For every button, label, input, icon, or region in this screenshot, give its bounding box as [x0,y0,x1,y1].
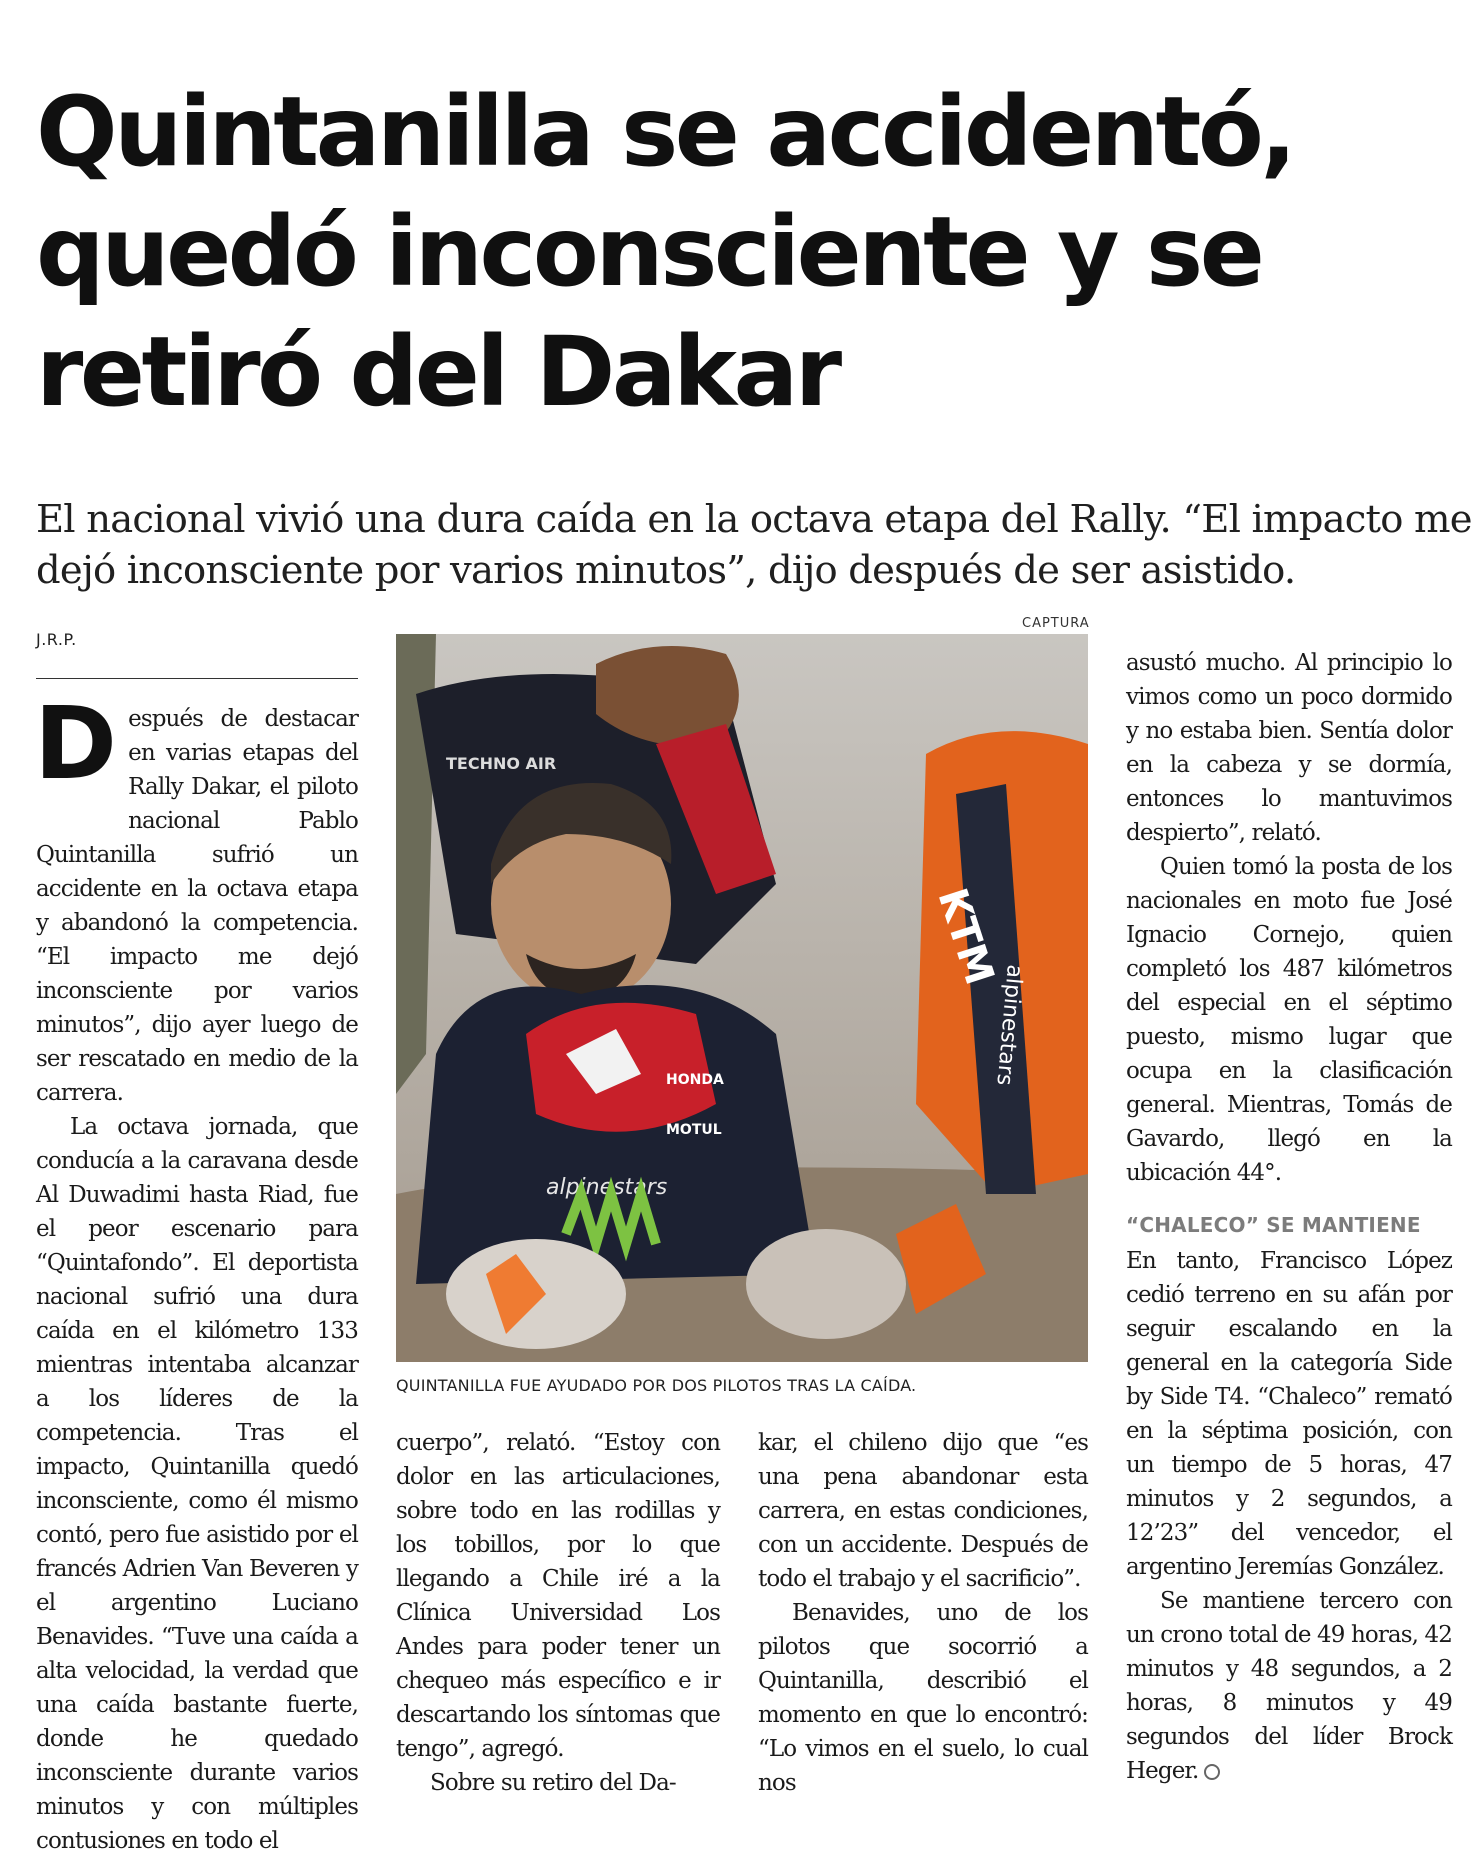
headline-line-2: quedó inconsciente y se [36,196,1262,308]
motul-logo: MOTUL [666,1122,722,1138]
paragraph [34,685,358,1110]
alpinestars-logo: alpinestars [546,1175,668,1200]
deck [36,494,1472,596]
photo-illustration [396,634,1088,1362]
headline-line-3: retiró del Dakar [36,316,839,428]
sleeve-logo: alpinestars [991,963,1027,1087]
paragraph-text: Se mantiene tercero con un crono total de 49 horas, 42 minutos y 48 segundos, a 2 horas, 8 minutos y 49 segundos del líder Brock Heger. [1126,1588,1452,1784]
paragraph: Sobre su retiro del Da- [430,1770,676,1796]
photo-caption: QUINTANILLA FUE AYUDADO POR DOS PILOTOS TRAS LA CAÍDA. [396,1376,917,1395]
ktm-logo: KTM [928,882,1003,991]
paragraph: kar, el chileno dijo que “es una pena abandonar esta carrera, en estas condiciones, con un accidente. Después de todo el trabajo y el sacrificio”. [758,1430,1088,1592]
photo-credit: CAPTURA [1022,616,1090,631]
paragraph [1126,1584,1452,1788]
paragraph: En tanto, Francisco López cedió terreno en su afán por seguir escalando en la general en la categoría Side by Side T4. “Chaleco” remató en la séptima posición, con un tiempo de 5 horas, 47 minutos y 2 segundos, a 12’23” del vencedor, el argentino Jeremías González. [1126,1248,1452,1580]
drop-cap: D [34,685,117,802]
byline-divider [36,678,358,679]
article-column-1 [34,685,358,1858]
end-of-article-icon [1204,1764,1220,1780]
honda-logo: HONDA [666,1072,724,1088]
article-column-2 [396,1426,720,1800]
paragraph: La octava jornada, que conducía a la caravana desde Al Duwadimi hasta Riad, fue el peor escenario para “Quintafondo”. El deportista nacional sufrió una dura caída en el kilómetro 133 mientras intentaba alcanzar a los líderes de la competencia. Tras el impacto, Quintanilla quedó inconsciente, como él mismo contó, pero fue asistido por el francés Adrien Van Beveren y el argentino Luciano Benavides. “Tuve una caída a alta velocidad, la verdad que una caída bastante fuerte, donde he quedado inconsciente durante varios minutos y con múltiples contusiones en todo el [36,1114,358,1854]
paragraph: cuerpo”, relató. “Estoy con dolor en las articulaciones, sobre todo en las rodillas y los tobillos, por lo que llegando a Chile iré a la Clínica Universidad Los Andes para poder tener un chequeo más específico e ir descartando los síntomas que tengo”, agregó. [396,1430,720,1762]
section-subhead: “CHALECO” SE MANTIENE [1126,1213,1421,1237]
deck-line-1: El nacional vivió una dura caída en la octava etapa del Rally. “El impacto me [36,497,1472,542]
paragraph: Benavides, uno de los pilotos que socorrió a Quintanilla, describió el momento en que lo encontró: “Lo vimos en el suelo, lo cual nos [758,1600,1088,1796]
paragraph-text: espués de destacar en varias etapas del Rally Dakar, el piloto nacional Pablo Quintanilla sufrió un accidente en la octava etapa y abandonó la competencia. “El impacto me dejó inconsciente por varios minutos”, dijo ayer luego de ser rescatado en medio de la carrera. [36,706,358,1106]
byline: J.R.P. [36,630,77,649]
article-column-3 [758,1426,1088,1800]
paragraph: Quien tomó la posta de los nacionales en moto fue José Ignacio Cornejo, quien completó los 487 kilómetros del especial en el séptimo puesto, mismo lugar que ocupa en la clasificación general. Mientras, Tomás de Gavardo, llegó en la ubicación 44°. [1126,854,1452,1186]
article-photo [396,634,1088,1362]
headline [36,72,1456,432]
paragraph: asustó mucho. Al principio lo vimos como un poco dormido y no estaba bien. Sentía dolor en la cabeza y se dormía, entonces lo mantuvimos despierto”, relató. [1126,650,1452,846]
sponsor-logo: TECHNO AIR [446,754,557,773]
deck-line-2: dejó inconsciente por varios minutos”, dijo después de ser asistido. [36,548,1296,593]
article-column-4 [1126,646,1452,1788]
headline-line-1: Quintanilla se accidentó, [36,76,1294,188]
